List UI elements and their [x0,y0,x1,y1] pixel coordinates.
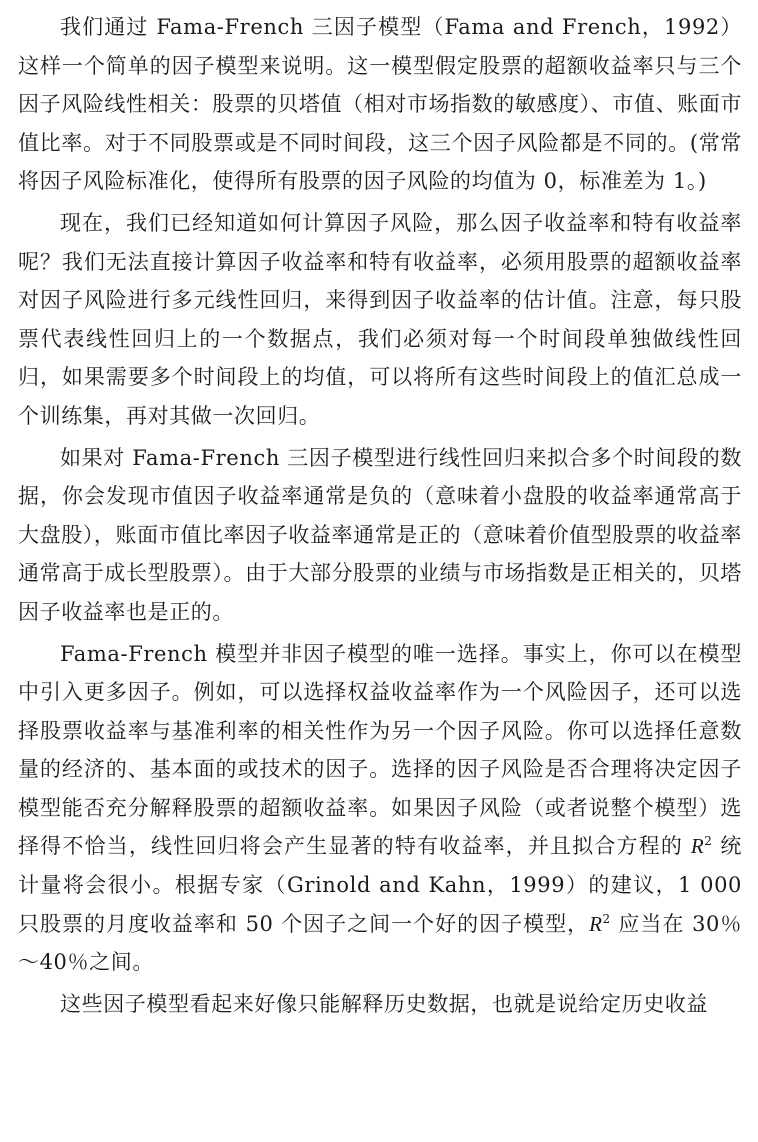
paragraph-fama-french-intro: 我们通过 Fama-French 三因子模型（Fama and French，1992）这样一个简单的因子模型来说明。这一模型假定股票的超额收益率只与三个因子风险线性相关：股票的贝塔值（相对市场指数的敏感度）、市值、账面市值比率。对于不同股票或是不同时间段，这三个因子风险都是不同的。(常常将因子风险标准化，使得所有股票的因子风险的均值为 0，标准差为 1。) [18,15,742,194]
r-squared-exponent: 2 [602,911,611,926]
r-squared-variable: R [690,834,705,859]
paragraph-other-factors-part1: Fama-French 模型并非因子模型的唯一选择。事实上，你可以在模型中引入更多因子。例如，可以选择权益收益率作为一个风险因子，还可以选择股票收益率与基准利率的相关性作为另一个因子风险。你可以选择任意数量的经济的、基本面的或技术的因子。选择的因子风险是否合理将决定因子模型能否充分解释股票的超额收益率。如果因子风险（或者说整个模型）选择得不恰当，线性回归将会产生显著的特有收益率，并且拟合方程的 [18,641,742,859]
paragraph-other-factors [18,635,742,982]
paragraph-regression-results: 如果对 Fama-French 三因子模型进行线性回归来拟合多个时间段的数据，你会发现市值因子收益率通常是负的（意味着小盘股的收益率通常高于大盘股），账面市值比率因子收益率通常是正的（意味着价值型股票的收益率通常高于成长型股票）。由于大部分股票的业绩与市场指数是正相关的，贝塔因子收益率也是正的。 [18,445,742,624]
r-squared-exponent: 2 [704,834,713,849]
paragraph-other-factors-part2: 统计量将会很小。根据专家（Grinold and Kahn，1999）的建议，1 000 只股票的月度收益率和 50 个因子之间一个好的因子模型， [18,834,742,936]
r-squared-variable: R [589,911,603,936]
paragraph-other-factors-part3: 应当在 30％～40％之间。 [18,911,742,975]
paragraph-factor-returns: 现在，我们已经知道如何计算因子风险，那么因子收益率和特有收益率呢？我们无法直接计算因子收益率和特有收益率，必须用股票的超额收益率对因子风险进行多元线性回归，来得到因子收益率的估计值。注意，每只股票代表线性回归上的一个数据点，我们必须对每一个时间段单独做线性回归，如果需要多个时间段上的均值，可以将所有这些时间段上的值汇总成一个训练集，再对其做一次回归。 [18,210,742,428]
paragraph-historical-data: 这些因子模型看起来好像只能解释历史数据，也就是说给定历史收益 [60,991,708,1016]
